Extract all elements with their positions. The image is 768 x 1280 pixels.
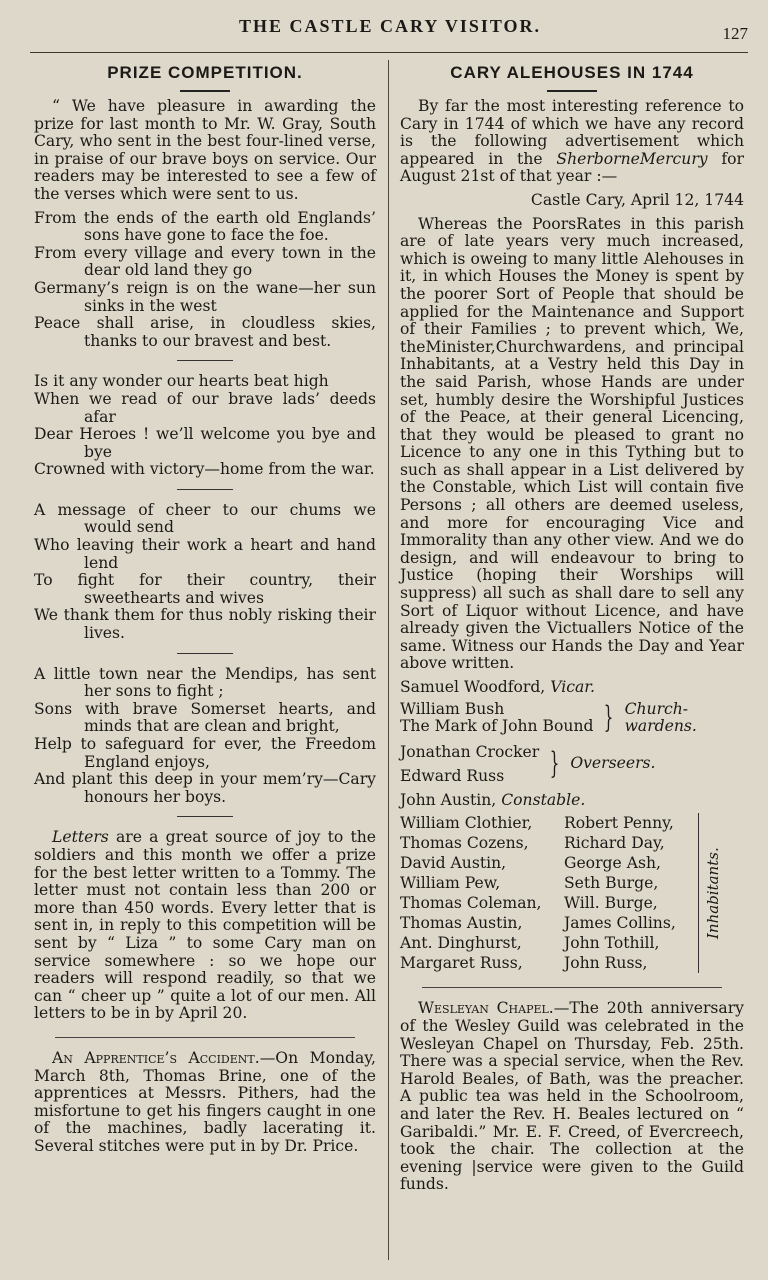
column-divider (388, 60, 389, 1260)
overseers-label: Overseers. (570, 753, 656, 772)
verse-line: And plant this deep in your mem’ry—Cary honours her boys. (34, 770, 376, 806)
inhabitant-name: Thomas Cozens, (400, 834, 529, 853)
section-rule (422, 987, 722, 988)
verse-3 (34, 502, 376, 643)
verse-line: Germany’s reign is on the wane—her sun sinks in the west (34, 278, 376, 315)
verse-line: Who leaving their work a heart and hand lend (34, 536, 376, 572)
verse-divider (177, 653, 233, 654)
prize-intro: “ We have pleasure in awarding the prize for last month to Mr. W. Gray, South Cary, who sent in the best four-lined verse, in praise of our brave boys on service. Our readers may be interested to see a few of the verses which were sent to us. (34, 97, 376, 203)
churchwardens-label: Church-wardens. (624, 699, 697, 736)
verse-line: From the ends of the earth old Englands’ sons have gone to face the foe. (34, 208, 376, 245)
verse-divider (177, 816, 233, 817)
wesleyan-lead: Wesleyan Chapel. (418, 999, 554, 1018)
inhabitants-bracket (698, 813, 699, 973)
overseers-group (400, 740, 744, 788)
brace-icon: } (550, 745, 560, 781)
overseers-list (400, 740, 539, 788)
verse-line: To fight for their country, their sweethearts and wives (34, 571, 376, 607)
dateline: Castle Cary, April 12, 1744 (530, 190, 744, 209)
vicar-name: Samuel Woodford, (400, 678, 551, 696)
apprentice-text: —On Monday, March 8th, Thomas Brine, one of the apprentices at Messrs. Pithers, had the misfortune to get his fingers caught in one of the machines, badly lacerating it. Several stitches were put in by Dr. Price. (34, 1048, 376, 1155)
inhabitant-name: John Tothill, (564, 934, 660, 953)
newspaper-name: SherborneMercury (556, 149, 708, 168)
verse-1 (34, 210, 376, 351)
letters-lead: Letters (52, 828, 109, 847)
verse-divider (177, 360, 233, 361)
churchwardens-group (400, 701, 744, 736)
apprentice-lead: An Apprentice’s Accident. (52, 1048, 260, 1067)
left-column (34, 60, 376, 1280)
inhabitant-name: Margaret Russ, (400, 954, 523, 973)
publication-title: THE CASTLE CARY VISITOR. (238, 16, 542, 36)
apprentice-paragraph (34, 1050, 376, 1156)
verse-4 (34, 666, 376, 807)
verse-line: Sons with brave Somerset hearts, and minds that are clean and bright, (34, 699, 376, 736)
wesleyan-text: —The 20th anniversary of the Wesley Guild was celebrated in the Wesleyan Chapel on Thursday, Feb. 25th. There was a special service, when the Rev. Harold Beales, of Bath, was the preacher. A public tea was held in the Schoolroom, and later the Rev. H. Beales lectured on “ Garibaldi.” Mr. E. F. Creed, of Evercreech, took the chair. The collection at the evening |service were given to the Guild funds. (400, 999, 744, 1194)
inhabitant-name: David Austin, (400, 854, 507, 873)
inhabitant-name: William Pew, (400, 874, 501, 893)
vicar-signature (400, 679, 744, 697)
inhabitant-name: James Collins, (564, 914, 676, 933)
verse-line: Is it any wonder our hearts beat high (34, 372, 329, 391)
section-rule (55, 1037, 355, 1038)
intro-text-b: for August 21st of that year :— (400, 149, 744, 186)
verse-line: When we read of our brave lads’ deeds afar (34, 389, 376, 426)
heading-dash (180, 90, 230, 92)
churchwardens-list (400, 701, 593, 736)
verse-divider (177, 489, 233, 490)
verse-line: Peace shall arise, in cloudless skies, thanks to our bravest and best. (34, 314, 376, 350)
letters-text: are a great source of joy to the soldiers and this month we offer a prize for the best letter written to a Tommy. The letter must not contain less than 200 or more than 450 words. Every letter that is sent in, in reply to this competition will be sent by “ Liza ” to some Cary man on service somewhere : so we hope our readers will respond readily, so that we can “ cheer up ” quite a lot of our men. All letters to be in by April 20. (34, 828, 376, 1023)
verse-line: From every village and every town in the dear old land they go (34, 243, 376, 280)
vicar-role: Vicar. (550, 678, 595, 696)
inhabitant-name: Thomas Austin, (400, 914, 523, 933)
constable-role: Constable. (501, 790, 586, 809)
inhabitants-column-2 (564, 813, 694, 973)
verse-line: A little town near the Mendips, has sent her sons to fight ; (34, 664, 376, 701)
verse-line: Dear Heroes ! we’ll welcome you bye and bye (34, 425, 376, 461)
verse-line: Crowned with victory—home from the war. (34, 460, 375, 479)
inhabitants-column-1 (400, 813, 564, 973)
inhabitant-name: Robert Penny, (564, 814, 674, 833)
overseer-name: Edward Russ (400, 766, 505, 785)
brace-icon: } (604, 700, 614, 736)
inhabitant-name: George Ash, (564, 854, 661, 873)
overseer-name: Jonathan Crocker (400, 742, 540, 761)
masthead-rule (30, 52, 748, 53)
inhabitant-name: Ant. Dinghurst, (400, 934, 522, 953)
inhabitant-name: William Clothier, (400, 814, 533, 833)
alehouses-intro (400, 98, 744, 186)
right-column (400, 60, 744, 1280)
verse-line: A message of cheer to our chums we would send (34, 500, 376, 537)
verse-line: Help to safeguard for ever, the Freedom England enjoys, (34, 735, 376, 771)
constable-name: John Austin, (400, 790, 502, 809)
inhabitant-name: Thomas Coleman, (400, 894, 542, 913)
verse-line: We thank them for thus nobly risking their lives. (34, 606, 376, 643)
inhabitants-label: Inhabitants. (704, 847, 722, 940)
wesleyan-paragraph (400, 1000, 744, 1194)
inhabitant-name: John Russ, (564, 954, 648, 973)
prize-heading: PRIZE COMPETITION. (107, 63, 303, 82)
masthead (0, 10, 768, 50)
churchwarden-name: The Mark of John Bound (400, 717, 594, 736)
inhabitant-name: Richard Day, (564, 834, 665, 853)
advertisement-body: Whereas the PoorsRates in this parish are of late years very much increased, which is oweing to many little Alehouses in it, in which Houses the Money is spent by the poorer Sort of People that should be applied for the Maintenance and Support of their Families ; to prevent which, We, theMinister,Churchwardens, and principal Inhabitants, at a Vestry held this Day in the said Parish, whose Hands are under set, humbly desire the Worshipful Justices of the Peace, at their general Licencing, that they would be pleased to grant no Licence to any one in this Tything but to such as shall appear in a List delivered by the Constable, which List will contain five Persons ; all others are deemed useless, and more for encouraging Vice and Immorality than any other view. And we do design, and will endeavour to bring to Justice (hoping their Worships will suppress) all such as shall dare to sell any Sort of Liquor without Licence, and have already given the Victuallers Notice of the same. Witness our Hands the Day and Year above written. (400, 214, 744, 673)
churchwarden-name: William Bush (400, 699, 505, 718)
heading-dash (547, 90, 597, 92)
alehouses-heading: CARY ALEHOUSES IN 1744 (450, 63, 694, 82)
intro-text-a: By far the most interesting reference to Cary in 1744 of which we have any record is the following advertisement which appeared in the (400, 97, 744, 168)
inhabitants-group (400, 813, 744, 973)
constable-signature (400, 792, 744, 810)
inhabitant-name: Will. Burge, (564, 894, 658, 913)
letters-paragraph (34, 829, 376, 1023)
verse-2 (34, 373, 376, 479)
inhabitant-name: Seth Burge, (564, 874, 659, 893)
page-number: 127 (722, 24, 748, 43)
